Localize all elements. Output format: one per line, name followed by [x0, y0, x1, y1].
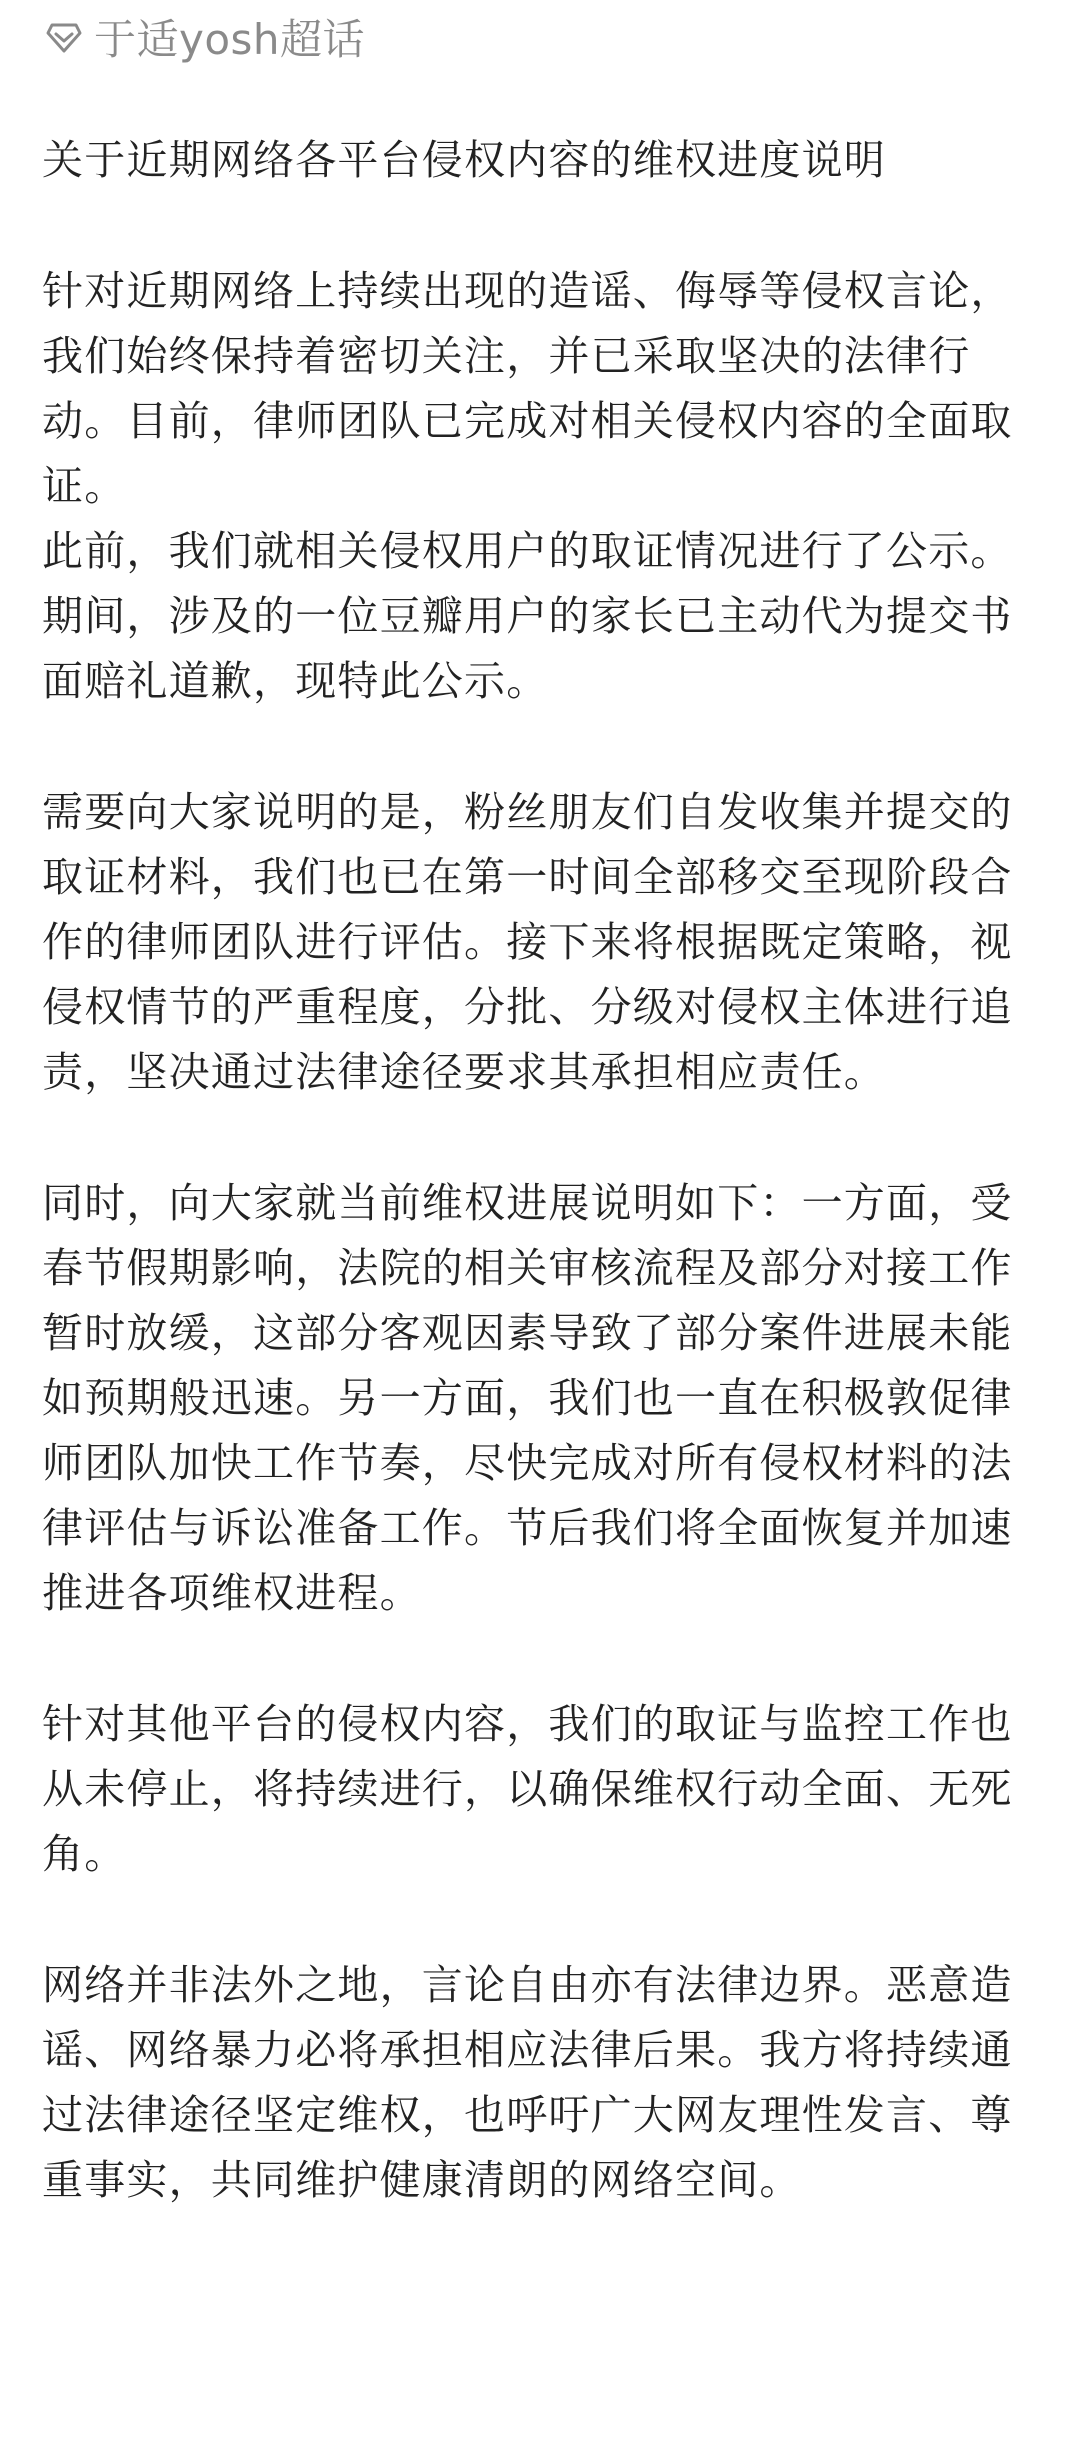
diamond-topic-icon: [42, 15, 86, 59]
paragraph: 需要向大家说明的是，粉丝朋友们自发收集并提交的取证材料，我们也已在第一时间全部移交至现阶段合作的律师团队进行评估。接下来将根据既定策略，视侵权情节的严重程度，分批、分级对侵权主体进行追责，坚决通过法律途径要求其承担相应责任。: [42, 788, 1013, 1096]
topic-name[interactable]: 于适yosh超话: [94, 15, 366, 64]
post-body: [42, 128, 1052, 2279]
paragraph: 此前，我们就相关侵权用户的取证情况进行了公示。期间，涉及的一位豆瓣用户的家长已主动代为提交书面赔礼道歉，现特此公示。: [42, 527, 1013, 705]
topic-header[interactable]: [42, 6, 365, 68]
post-title: 关于近期网络各平台侵权内容的维权进度说明: [42, 136, 886, 184]
paragraph: 网络并非法外之地，言论自由亦有法律边界。恶意造谣、网络暴力必将承担相应法律后果。我方将持续通过法律途径坚定维权，也呼吁广大网友理性发言、尊重事实，共同维护健康清朗的网络空间。: [42, 1961, 1013, 2204]
paragraph: 同时，向大家就当前维权进展说明如下：一方面，受春节假期影响，法院的相关审核流程及部分对接工作暂时放缓，这部分客观因素导致了部分案件进展未能如预期般迅速。另一方面，我们也一直在积极敦促律师团队加快工作节奏，尽快完成对所有侵权材料的法律评估与诉讼准备工作。节后我们将全面恢复并加速推进各项维权进程。: [42, 1179, 1013, 1617]
paragraph: 针对近期网络上持续出现的造谣、侮辱等侵权言论，我们始终保持着密切关注，并已采取坚决的法律行动。目前，律师团队已完成对相关侵权内容的全面取证。: [42, 267, 1013, 510]
paragraph: 针对其他平台的侵权内容，我们的取证与监控工作也从未停止，将持续进行，以确保维权行动全面、无死角。: [42, 1700, 1013, 1878]
